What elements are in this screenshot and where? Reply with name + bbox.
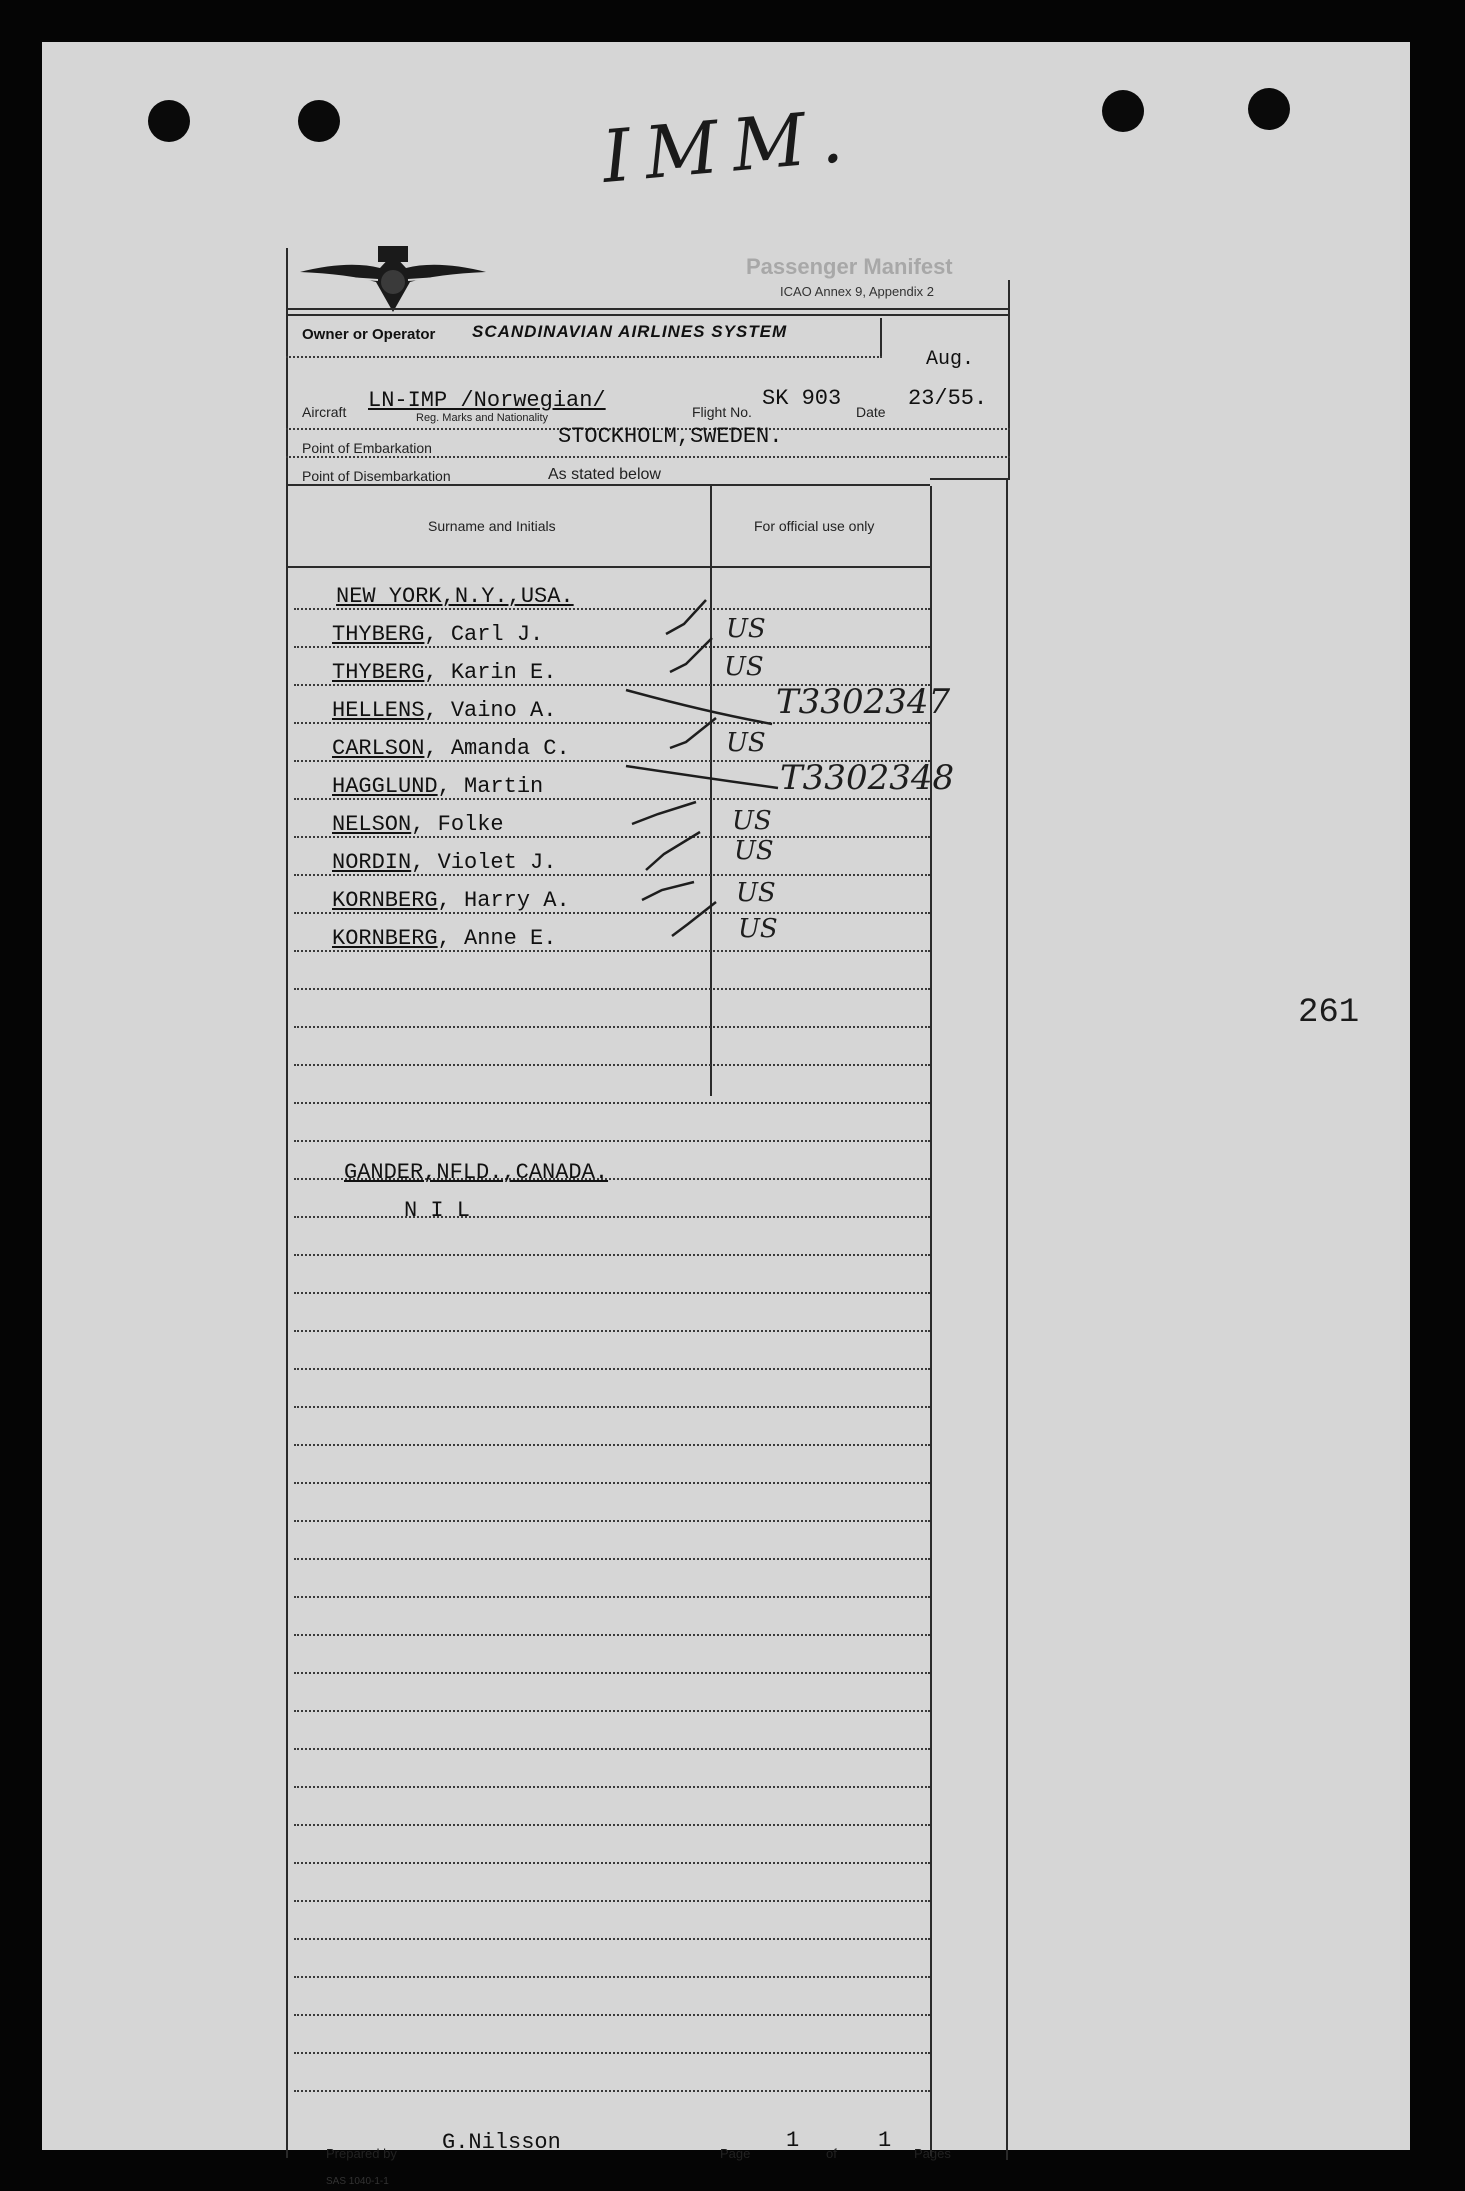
check-marks [286, 242, 1010, 1002]
page-value: 1 [786, 2128, 800, 2153]
date-month: Aug. [926, 348, 975, 371]
passenger-surname: CARLSON [332, 736, 425, 761]
ruled-line [294, 1330, 930, 1332]
prepared-by-value: G.Nilsson [442, 2130, 561, 2155]
pages-label: Pages [914, 2146, 951, 2161]
official-number: T3302348 [780, 758, 955, 798]
ruled-line [294, 1102, 930, 1104]
passenger-initials: , Harry A. [437, 888, 570, 913]
owner-value: SCANDINAVIAN AIRLINES SYSTEM [472, 322, 788, 341]
official-mark: US [726, 614, 766, 644]
ruled-line [294, 1976, 930, 1978]
handwritten-top-mark: IMM. [598, 93, 860, 199]
check-mark [626, 690, 772, 724]
official-mark: US [726, 728, 766, 758]
manifest-sheet [42, 42, 1410, 2187]
punch-hole [148, 100, 190, 142]
ruled-line [294, 1558, 930, 1560]
date-value: 23/55. [908, 386, 988, 411]
nil-note: N I L [404, 1198, 471, 1223]
passenger-surname: NORDIN [332, 850, 412, 875]
ruled-line [294, 1938, 930, 1940]
ruled-line [294, 2014, 930, 2016]
passenger-manifest-form [286, 242, 1010, 2187]
ruled-line [294, 1482, 930, 1484]
check-mark [670, 638, 712, 672]
check-mark [670, 718, 716, 748]
passenger-surname: NELSON [332, 812, 412, 837]
flight-label: Flight No. [692, 404, 752, 420]
ruled-line [294, 1216, 930, 1218]
ruled-line [294, 1292, 930, 1294]
passenger-initials: , Anne E. [437, 926, 557, 951]
manifest-title: Passenger Manifest [746, 254, 953, 279]
passenger-initials: , Karin E. [424, 660, 557, 685]
owner-label: Owner or Operator [302, 326, 436, 343]
passenger-surname: HAGGLUND [332, 774, 438, 799]
passenger-surname: THYBERG [332, 660, 425, 685]
passenger-surname: KORNBERG [332, 888, 438, 913]
page-label: Page [720, 2146, 751, 2161]
ruled-line [294, 1520, 930, 1522]
column-header-name: Surname and Initials [428, 518, 556, 534]
ruled-line [294, 1596, 930, 1598]
stamped-page-number: 261 [1298, 994, 1360, 1032]
aircraft-label: Aircraft [302, 404, 347, 420]
reg-marks-label: Reg. Marks and Nationality [416, 412, 549, 424]
destination-heading: NEW YORK,N.Y.,USA. [336, 584, 574, 609]
ruled-line [294, 1140, 930, 1142]
passenger-initials: , Violet J. [411, 850, 557, 875]
punch-hole [298, 100, 340, 142]
ruled-line [294, 1026, 930, 1028]
check-mark [642, 882, 694, 900]
passenger-surname: HELLENS [332, 698, 425, 723]
embarkation-value: STOCKHOLM,SWEDEN. [558, 424, 783, 449]
check-mark [632, 802, 696, 824]
punch-hole [1248, 88, 1290, 130]
passenger-initials: , Amanda C. [424, 736, 570, 761]
check-mark [672, 902, 716, 936]
ruled-line [294, 1634, 930, 1636]
disembarkation-label: Point of Disembarkation [302, 468, 451, 484]
destination-heading: GANDER,NFLD.,CANADA. [344, 1160, 609, 1185]
ruled-line [294, 1444, 930, 1446]
ruled-line [294, 1748, 930, 1750]
ruled-line [294, 1064, 930, 1066]
passenger-initials: , Martin [437, 774, 544, 799]
passenger-initials: , Vaino A. [424, 698, 557, 723]
official-mark: US [738, 914, 778, 944]
embarkation-label: Point of Embarkation [302, 440, 432, 456]
official-number: T3302347 [776, 682, 951, 722]
prepared-by-label: Prepared by [326, 2146, 397, 2161]
check-mark [626, 766, 778, 788]
ruled-line [294, 1900, 930, 1902]
passenger-surname: KORNBERG [332, 926, 438, 951]
flight-value: SK 903 [762, 386, 842, 411]
ruled-line [294, 2090, 930, 2092]
check-mark [666, 600, 706, 634]
passenger-surname: THYBERG [332, 622, 425, 647]
official-mark: US [724, 652, 764, 682]
column-header-official: For official use only [754, 518, 875, 534]
punch-hole [1102, 90, 1144, 132]
ruled-line [294, 1710, 930, 1712]
manifest-subtitle: ICAO Annex 9, Appendix 2 [780, 284, 934, 299]
ruled-line [294, 1824, 930, 1826]
ruled-line [294, 1406, 930, 1408]
ruled-line [294, 2052, 930, 2054]
official-mark: US [736, 878, 776, 908]
of-label: of [826, 2146, 837, 2161]
ruled-line [294, 1254, 930, 1256]
form-code: SAS 1040-1-1 [326, 2176, 389, 2187]
ruled-line [294, 1368, 930, 1370]
aircraft-value: LN-IMP /Norwegian/ [368, 388, 606, 413]
ruled-line [294, 1672, 930, 1674]
official-mark: US [734, 836, 774, 866]
passenger-initials: , Folke [411, 812, 504, 837]
check-mark [646, 832, 700, 870]
ruled-line [294, 1786, 930, 1788]
date-label: Date [856, 404, 886, 420]
ruled-line [294, 1862, 930, 1864]
official-mark: US [732, 806, 772, 836]
disembarkation-value: As stated below [548, 466, 661, 483]
passenger-initials: , Carl J. [424, 622, 544, 647]
of-value: 1 [878, 2128, 892, 2153]
